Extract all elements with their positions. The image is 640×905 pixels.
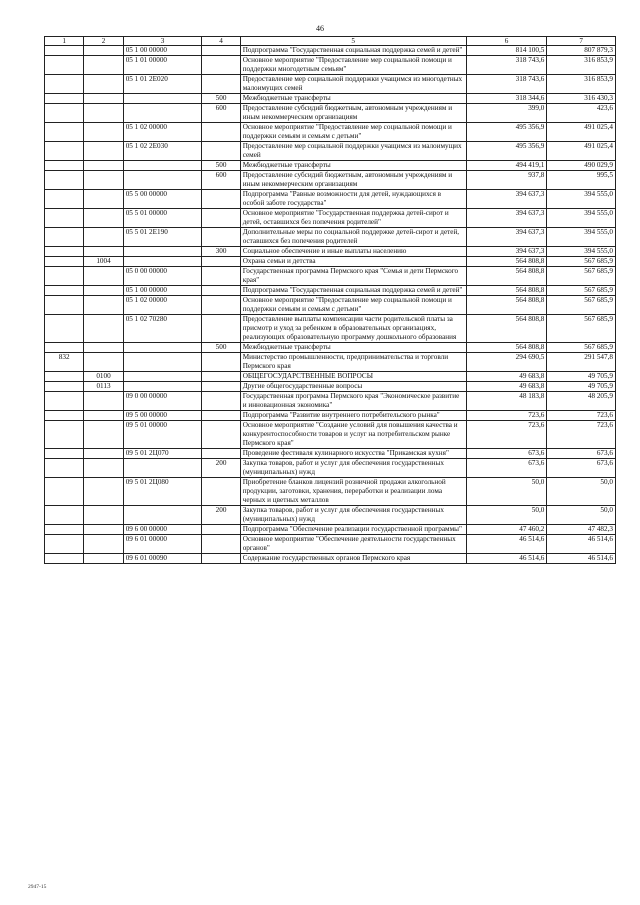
section-code-cell	[84, 142, 123, 161]
expense-type-cell	[202, 535, 240, 554]
expense-type-cell	[202, 296, 240, 315]
amount-year2-cell: 673,6	[547, 449, 616, 459]
target-article-cell	[123, 104, 202, 123]
description-cell: Закупка товаров, работ и услуг для обеспечения государственных (муниципальных) нужд	[240, 459, 466, 478]
description-cell: Основное мероприятие "Обеспечение деятельности государственных органов"	[240, 535, 466, 554]
table-row	[45, 267, 616, 286]
section-code-cell	[84, 449, 123, 459]
description-cell: Государственная программа Пермского края "Экономическое развитие и инновационная экономика"	[240, 392, 466, 411]
target-article-cell	[123, 343, 202, 353]
target-article-cell: 05 1 02 70280	[123, 315, 202, 343]
amount-year1-cell: 294 690,5	[466, 353, 547, 372]
expense-type-cell	[202, 353, 240, 372]
target-article-cell: 05 1 01 2Е020	[123, 75, 202, 94]
target-article-cell: 09 6 01 00000	[123, 535, 202, 554]
expense-type-cell	[202, 372, 240, 382]
amount-year2-cell: 46 514,6	[547, 554, 616, 564]
table-row	[45, 525, 616, 535]
target-article-cell: 09 5 01 2Ц070	[123, 449, 202, 459]
target-article-cell: 09 6 00 00000	[123, 525, 202, 535]
section-code-cell: 0100	[84, 372, 123, 382]
target-article-cell: 05 1 02 00000	[123, 123, 202, 142]
admin-code-cell	[45, 506, 84, 525]
description-cell: Министерство промышленности, предпринимательства и торговли Пермского края	[240, 353, 466, 372]
section-code-cell	[84, 478, 123, 506]
column-header: 5	[240, 37, 466, 46]
table-row	[45, 421, 616, 449]
expense-type-cell	[202, 209, 240, 228]
table-row	[45, 411, 616, 421]
expense-type-cell	[202, 382, 240, 392]
table-row	[45, 315, 616, 343]
amount-year2-cell: 995,5	[547, 171, 616, 190]
table-row	[45, 104, 616, 123]
table-row	[45, 286, 616, 296]
table-row	[45, 535, 616, 554]
section-code-cell	[84, 171, 123, 190]
section-code-cell	[84, 247, 123, 257]
amount-year1-cell: 564 808,8	[466, 257, 547, 267]
section-code-cell	[84, 75, 123, 94]
table-row	[45, 209, 616, 228]
target-article-cell	[123, 382, 202, 392]
table-row	[45, 75, 616, 94]
description-cell: Подпрограмма "Обеспечение реализации государственной программы"	[240, 525, 466, 535]
section-code-cell	[84, 506, 123, 525]
target-article-cell: 09 6 01 00090	[123, 554, 202, 564]
column-header-row	[45, 37, 616, 46]
section-code-cell	[84, 104, 123, 123]
description-cell: Межбюджетные трансферты	[240, 343, 466, 353]
description-cell: Основное мероприятие "Предоставление мер социальной помощи и поддержки многодетным семьям"	[240, 56, 466, 75]
expense-type-cell	[202, 123, 240, 142]
section-code-cell	[84, 228, 123, 247]
admin-code-cell	[45, 449, 84, 459]
amount-year1-cell: 394 637,3	[466, 209, 547, 228]
description-cell: Подпрограмма "Равные возможности для детей, нуждающихся в особой заботе государства"	[240, 190, 466, 209]
amount-year2-cell: 316 430,3	[547, 94, 616, 104]
expense-type-cell: 600	[202, 171, 240, 190]
amount-year1-cell: 814 100,5	[466, 46, 547, 56]
admin-code-cell	[45, 247, 84, 257]
amount-year1-cell: 49 683,8	[466, 382, 547, 392]
amount-year1-cell: 564 808,8	[466, 343, 547, 353]
admin-code-cell	[45, 372, 84, 382]
table-row	[45, 372, 616, 382]
amount-year2-cell: 394 555,0	[547, 209, 616, 228]
description-cell: Предоставление субсидий бюджетным, автономным учреждениям и иным некоммерческим организациям	[240, 171, 466, 190]
amount-year1-cell: 49 683,8	[466, 372, 547, 382]
table-row	[45, 247, 616, 257]
description-cell: Межбюджетные трансферты	[240, 161, 466, 171]
admin-code-cell	[45, 315, 84, 343]
section-code-cell	[84, 554, 123, 564]
expense-type-cell	[202, 56, 240, 75]
description-cell: Дополнительные меры по социальной поддержке детей-сирот и детей, оставшихся без попечения родителей	[240, 228, 466, 247]
amount-year2-cell: 316 853,9	[547, 56, 616, 75]
table-row	[45, 142, 616, 161]
amount-year2-cell: 673,6	[547, 459, 616, 478]
section-code-cell	[84, 286, 123, 296]
expense-type-cell	[202, 142, 240, 161]
admin-code-cell	[45, 75, 84, 94]
amount-year2-cell: 394 555,0	[547, 228, 616, 247]
expense-type-cell: 300	[202, 247, 240, 257]
section-code-cell	[84, 535, 123, 554]
amount-year1-cell: 723,6	[466, 421, 547, 449]
expense-type-cell: 500	[202, 343, 240, 353]
page-number: 46	[316, 24, 324, 33]
amount-year1-cell: 564 808,8	[466, 286, 547, 296]
target-article-cell: 09 5 01 00000	[123, 421, 202, 449]
admin-code-cell	[45, 343, 84, 353]
admin-code-cell	[45, 257, 84, 267]
description-cell: Основное мероприятие "Предоставление мер социальной помощи и поддержки семьям и семьям с детьми"	[240, 123, 466, 142]
target-article-cell: 09 0 00 00000	[123, 392, 202, 411]
description-cell: Подпрограмма "Развитие внутреннего потребительского рынка"	[240, 411, 466, 421]
table-row	[45, 228, 616, 247]
table-row	[45, 392, 616, 411]
target-article-cell: 09 5 00 00000	[123, 411, 202, 421]
section-code-cell	[84, 94, 123, 104]
description-cell: Предоставление выплаты компенсации части родительской платы за присмотр и уход за ребенком в образовательных организациях, реализующих образовательную программу дошкольного образования	[240, 315, 466, 343]
target-article-cell	[123, 161, 202, 171]
expense-type-cell	[202, 411, 240, 421]
description-cell: Другие общегосударственные вопросы	[240, 382, 466, 392]
section-code-cell	[84, 411, 123, 421]
section-code-cell	[84, 525, 123, 535]
amount-year1-cell: 318 743,6	[466, 56, 547, 75]
description-cell: Предоставление субсидий бюджетным, автономным учреждениям и иным некоммерческим организациям	[240, 104, 466, 123]
section-code-cell	[84, 343, 123, 353]
section-code-cell	[84, 123, 123, 142]
description-cell: Охрана семьи и детства	[240, 257, 466, 267]
admin-code-cell	[45, 190, 84, 209]
admin-code-cell	[45, 123, 84, 142]
table-row	[45, 353, 616, 372]
admin-code-cell: 832	[45, 353, 84, 372]
expense-type-cell	[202, 554, 240, 564]
description-cell: Содержание государственных органов Пермского края	[240, 554, 466, 564]
amount-year2-cell: 394 555,0	[547, 190, 616, 209]
column-header: 7	[547, 37, 616, 46]
target-article-cell: 05 1 01 00000	[123, 56, 202, 75]
amount-year2-cell: 46 514,6	[547, 535, 616, 554]
amount-year1-cell: 46 514,6	[466, 535, 547, 554]
expense-type-cell: 200	[202, 459, 240, 478]
amount-year1-cell: 50,0	[466, 478, 547, 506]
amount-year1-cell: 723,6	[466, 411, 547, 421]
amount-year2-cell: 491 025,4	[547, 123, 616, 142]
admin-code-cell	[45, 267, 84, 286]
admin-code-cell	[45, 392, 84, 411]
amount-year1-cell: 48 183,8	[466, 392, 547, 411]
admin-code-cell	[45, 104, 84, 123]
column-header: 6	[466, 37, 547, 46]
expense-type-cell	[202, 392, 240, 411]
expense-type-cell	[202, 190, 240, 209]
amount-year1-cell: 937,8	[466, 171, 547, 190]
target-article-cell	[123, 372, 202, 382]
amount-year2-cell: 394 555,0	[547, 247, 616, 257]
admin-code-cell	[45, 459, 84, 478]
expense-type-cell	[202, 525, 240, 535]
description-cell: Социальное обеспечение и иные выплаты населению	[240, 247, 466, 257]
amount-year1-cell: 564 808,8	[466, 267, 547, 286]
table-row	[45, 554, 616, 564]
table-row	[45, 382, 616, 392]
amount-year1-cell: 318 344,6	[466, 94, 547, 104]
table-row	[45, 190, 616, 209]
amount-year2-cell: 723,6	[547, 411, 616, 421]
target-article-cell	[123, 353, 202, 372]
amount-year2-cell: 491 025,4	[547, 142, 616, 161]
expense-type-cell	[202, 75, 240, 94]
amount-year2-cell: 49 705,9	[547, 382, 616, 392]
table-row	[45, 56, 616, 75]
target-article-cell: 05 0 00 00000	[123, 267, 202, 286]
table-row	[45, 46, 616, 56]
section-code-cell: 1004	[84, 257, 123, 267]
section-code-cell	[84, 421, 123, 449]
admin-code-cell	[45, 142, 84, 161]
table-row	[45, 123, 616, 142]
section-code-cell	[84, 296, 123, 315]
expense-type-cell	[202, 257, 240, 267]
target-article-cell	[123, 171, 202, 190]
description-cell: Подпрограмма "Государственная социальная поддержка семей и детей"	[240, 46, 466, 56]
amount-year2-cell: 567 685,9	[547, 267, 616, 286]
amount-year2-cell: 567 685,9	[547, 296, 616, 315]
amount-year2-cell: 47 482,3	[547, 525, 616, 535]
amount-year2-cell: 490 029,9	[547, 161, 616, 171]
description-cell: Приобретение бланков лицензий розничной продажи алкогольной продукции, заготовки, хранения, переработки и реализации лома черных и цветных металлов	[240, 478, 466, 506]
target-article-cell	[123, 506, 202, 525]
expense-type-cell	[202, 46, 240, 56]
target-article-cell: 05 5 01 2Е190	[123, 228, 202, 247]
admin-code-cell	[45, 296, 84, 315]
description-cell: Проведение фестиваля кулинарного искусства "Прикамская кухня"	[240, 449, 466, 459]
column-header: 2	[84, 37, 123, 46]
table-row	[45, 94, 616, 104]
table-row	[45, 161, 616, 171]
amount-year2-cell: 567 685,9	[547, 343, 616, 353]
section-code-cell	[84, 161, 123, 171]
amount-year1-cell: 394 637,3	[466, 247, 547, 257]
expense-type-cell	[202, 286, 240, 296]
budget-table	[44, 36, 616, 564]
admin-code-cell	[45, 421, 84, 449]
section-code-cell	[84, 46, 123, 56]
amount-year2-cell: 807 879,3	[547, 46, 616, 56]
table-row	[45, 343, 616, 353]
description-cell: Межбюджетные трансферты	[240, 94, 466, 104]
amount-year1-cell: 564 808,8	[466, 296, 547, 315]
admin-code-cell	[45, 478, 84, 506]
expense-type-cell	[202, 267, 240, 286]
description-cell: Основное мероприятие "Государственная поддержка детей-сирот и детей, оставшихся без попечения родителей"	[240, 209, 466, 228]
table-row	[45, 478, 616, 506]
description-cell: ОБЩЕГОСУДАРСТВЕННЫЕ ВОПРОСЫ	[240, 372, 466, 382]
amount-year1-cell: 495 356,9	[466, 142, 547, 161]
description-cell: Подпрограмма "Государственная социальная поддержка семей и детей"	[240, 286, 466, 296]
description-cell: Закупка товаров, работ и услуг для обеспечения государственных (муниципальных) нужд	[240, 506, 466, 525]
expense-type-cell: 500	[202, 161, 240, 171]
expense-type-cell: 600	[202, 104, 240, 123]
admin-code-cell	[45, 171, 84, 190]
table-row	[45, 506, 616, 525]
table-row	[45, 296, 616, 315]
amount-year2-cell: 723,6	[547, 421, 616, 449]
target-article-cell	[123, 94, 202, 104]
admin-code-cell	[45, 535, 84, 554]
admin-code-cell	[45, 209, 84, 228]
expense-type-cell	[202, 228, 240, 247]
description-cell: Предоставление мер социальной поддержки учащимся из многодетных малоимущих семей	[240, 75, 466, 94]
expense-type-cell: 200	[202, 506, 240, 525]
amount-year1-cell: 564 808,8	[466, 315, 547, 343]
section-code-cell	[84, 209, 123, 228]
admin-code-cell	[45, 554, 84, 564]
expense-type-cell	[202, 421, 240, 449]
section-code-cell	[84, 267, 123, 286]
admin-code-cell	[45, 161, 84, 171]
admin-code-cell	[45, 46, 84, 56]
expense-type-cell	[202, 315, 240, 343]
amount-year2-cell: 50,0	[547, 478, 616, 506]
amount-year2-cell: 49 705,9	[547, 372, 616, 382]
admin-code-cell	[45, 525, 84, 535]
table-row	[45, 449, 616, 459]
footer-code: 2947-15	[28, 884, 47, 890]
admin-code-cell	[45, 94, 84, 104]
section-code-cell	[84, 459, 123, 478]
section-code-cell	[84, 392, 123, 411]
amount-year2-cell: 48 205,9	[547, 392, 616, 411]
amount-year1-cell: 673,6	[466, 449, 547, 459]
expense-type-cell	[202, 478, 240, 506]
description-cell: Предоставление мер социальной поддержки учащимся из малоимущих семей	[240, 142, 466, 161]
amount-year2-cell: 291 547,8	[547, 353, 616, 372]
description-cell: Основное мероприятие "Предоставление мер социальной помощи и поддержки семьям и семьям с детьми"	[240, 296, 466, 315]
column-header: 4	[202, 37, 240, 46]
target-article-cell: 05 1 00 00000	[123, 46, 202, 56]
amount-year2-cell: 567 685,9	[547, 315, 616, 343]
target-article-cell: 09 5 01 2Ц080	[123, 478, 202, 506]
target-article-cell: 05 1 00 00000	[123, 286, 202, 296]
expense-type-cell	[202, 449, 240, 459]
amount-year1-cell: 47 460,2	[466, 525, 547, 535]
table-row	[45, 459, 616, 478]
amount-year2-cell: 567 685,9	[547, 257, 616, 267]
amount-year1-cell: 673,6	[466, 459, 547, 478]
target-article-cell	[123, 257, 202, 267]
target-article-cell: 05 5 01 00000	[123, 209, 202, 228]
amount-year1-cell: 394 637,3	[466, 190, 547, 209]
amount-year1-cell: 46 514,6	[466, 554, 547, 564]
target-article-cell	[123, 247, 202, 257]
admin-code-cell	[45, 228, 84, 247]
amount-year1-cell: 399,0	[466, 104, 547, 123]
description-cell: Основное мероприятие "Создание условий для повышения качества и конкурентоспособности товаров и услуг на потребительском рынке Пермского края"	[240, 421, 466, 449]
section-code-cell	[84, 315, 123, 343]
target-article-cell	[123, 459, 202, 478]
expense-type-cell: 500	[202, 94, 240, 104]
amount-year2-cell: 423,6	[547, 104, 616, 123]
section-code-cell: 0113	[84, 382, 123, 392]
admin-code-cell	[45, 411, 84, 421]
amount-year2-cell: 316 853,9	[547, 75, 616, 94]
table-row	[45, 257, 616, 267]
admin-code-cell	[45, 382, 84, 392]
admin-code-cell	[45, 56, 84, 75]
amount-year1-cell: 50,0	[466, 506, 547, 525]
target-article-cell: 05 1 02 2Е030	[123, 142, 202, 161]
section-code-cell	[84, 353, 123, 372]
target-article-cell: 05 1 02 00000	[123, 296, 202, 315]
amount-year1-cell: 394 637,3	[466, 228, 547, 247]
amount-year1-cell: 495 356,9	[466, 123, 547, 142]
amount-year2-cell: 50,0	[547, 506, 616, 525]
column-header: 1	[45, 37, 84, 46]
amount-year1-cell: 494 419,1	[466, 161, 547, 171]
section-code-cell	[84, 190, 123, 209]
table-row	[45, 171, 616, 190]
column-header: 3	[123, 37, 202, 46]
amount-year1-cell: 318 743,6	[466, 75, 547, 94]
section-code-cell	[84, 56, 123, 75]
admin-code-cell	[45, 286, 84, 296]
description-cell: Государственная программа Пермского края "Семья и дети Пермского края"	[240, 267, 466, 286]
amount-year2-cell: 567 685,9	[547, 286, 616, 296]
target-article-cell: 05 5 00 00000	[123, 190, 202, 209]
